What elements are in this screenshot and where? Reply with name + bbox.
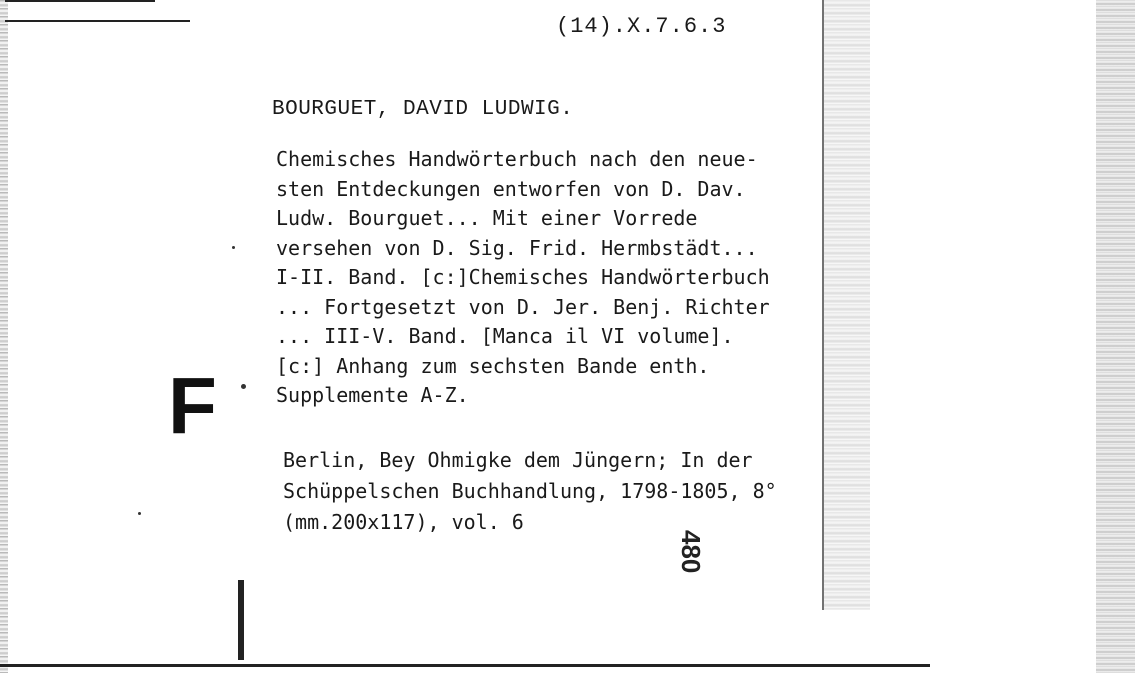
top-rule [5, 20, 190, 22]
margin-letter: F [168, 361, 215, 450]
dot-mark [138, 512, 141, 515]
description-line: versehen von D. Sig. Frid. Hermbstädt... [276, 235, 758, 260]
top-edge-rule [5, 0, 155, 2]
description-line: Supplemente A-Z. [276, 383, 469, 407]
imprint [283, 445, 777, 538]
shelfmark: (14).X.7.6.3 [556, 14, 727, 39]
scan-margin-strip [822, 0, 870, 610]
imprint-line: (mm.200x117), vol. 6 [283, 510, 524, 534]
scan-right-edge [1096, 0, 1135, 673]
title-description [276, 145, 770, 411]
description-line: I-II. Band. [c:]Chemisches Handwörterbuch [276, 265, 770, 289]
description-line: [c:] Anhang zum sechsten Bande enth. [276, 353, 710, 378]
dot-mark [232, 246, 235, 249]
imprint-line: Schüppelschen Buchhandlung, 1798-1805, 8° [283, 479, 777, 503]
description-line: sten Entdeckungen entworfen von D. Dav. [276, 176, 746, 201]
description-line: ... III-V. Band. [Manca il VI volume]. [276, 324, 734, 348]
scan-left-edge [0, 0, 8, 673]
imprint-line: Berlin, Bey Ohmigke dem Jüngern; In der [283, 448, 753, 472]
stamp-number: 480 [676, 530, 706, 574]
description-line: Ludw. Bourguet... Mit einer Vorrede [276, 206, 698, 230]
description-line: ... Fortgesetzt von D. Jer. Benj. Richter [276, 294, 770, 319]
description-line: Chemisches Handwörterbuch nach den neue- [276, 147, 758, 171]
author-heading: BOURGUET, DAVID LUDWIG. [272, 98, 574, 121]
dot-mark [241, 384, 246, 389]
bottom-rule [0, 664, 930, 667]
bracket-mark [238, 580, 244, 660]
